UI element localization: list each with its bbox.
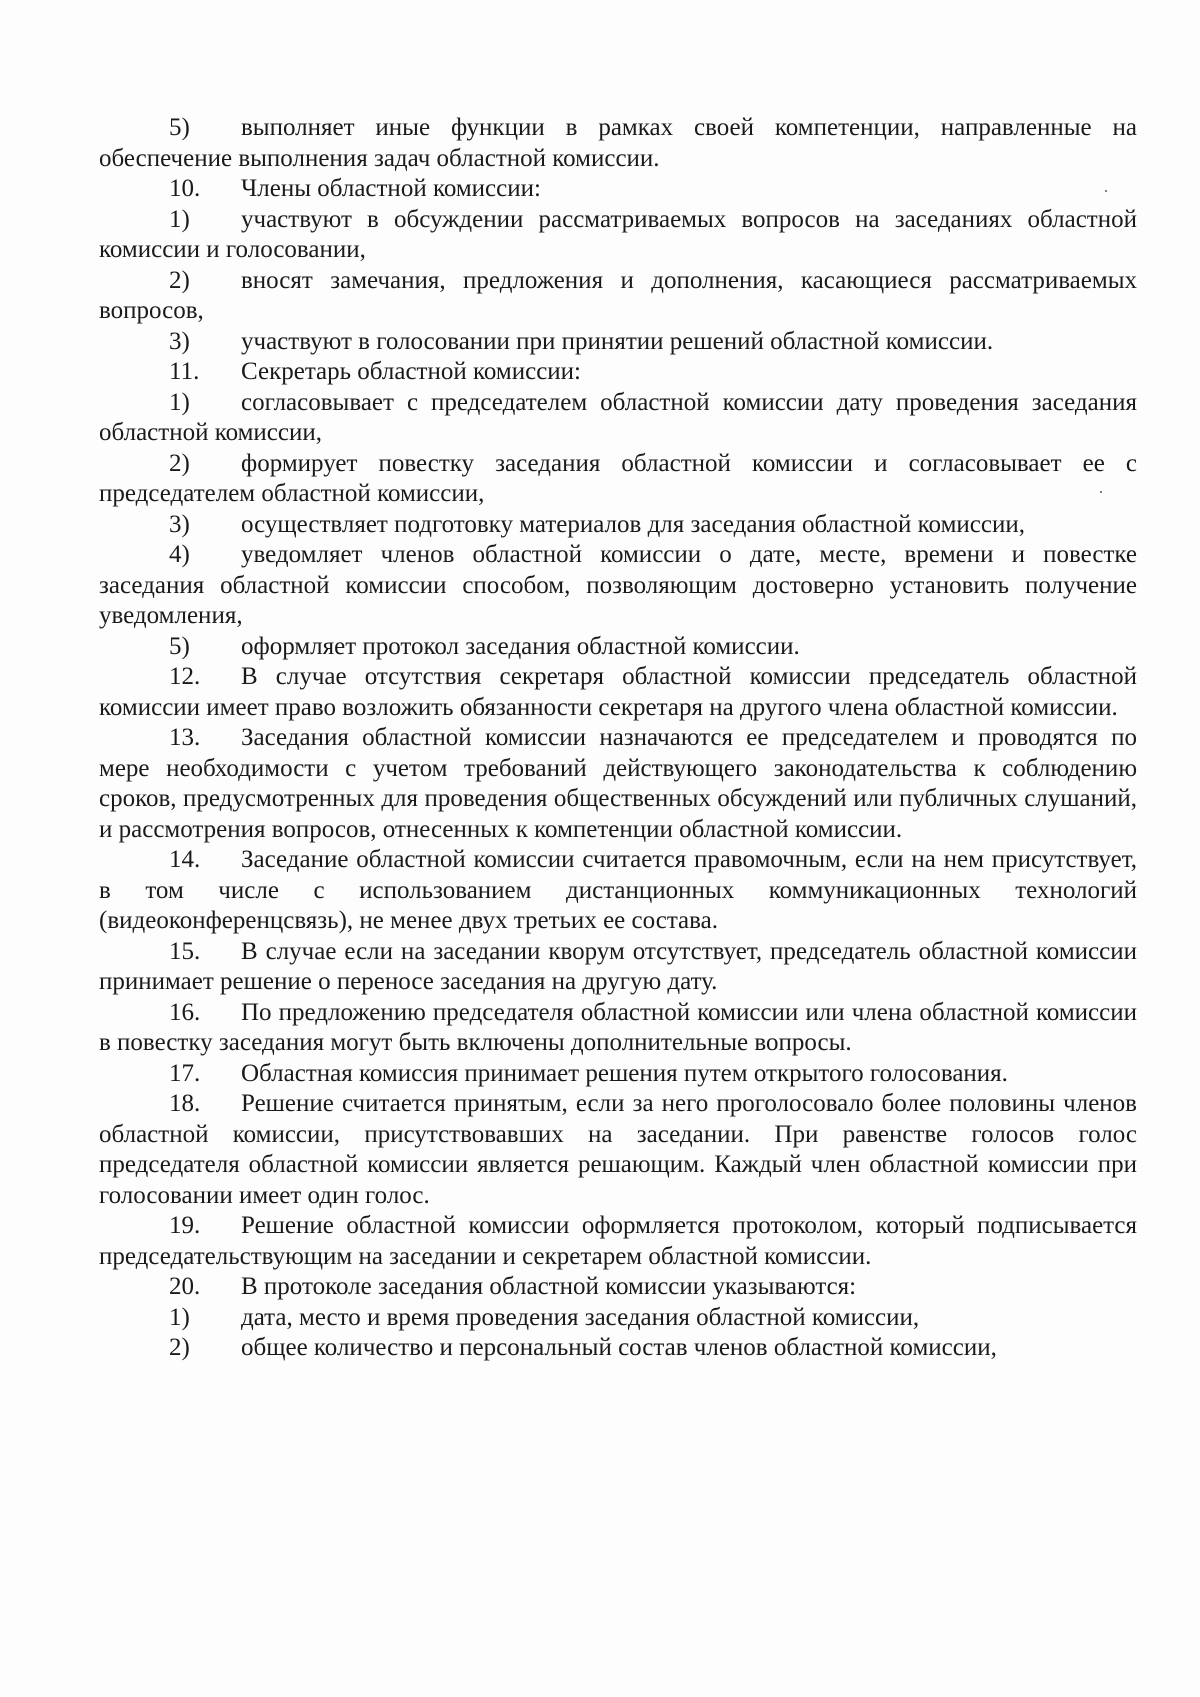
paragraph-text: осуществляет подготовку материалов для заседания областной комиссии,	[241, 510, 1025, 538]
paragraph-number: 17.	[169, 1059, 201, 1087]
paragraph-text: участвуют в голосовании при принятии решений областной комиссии.	[241, 327, 994, 355]
paragraph-item-4	[99, 540, 1137, 632]
paragraph-number: 1)	[169, 1303, 190, 1331]
paragraph-clause-12	[99, 662, 1137, 723]
paragraph-number: 1)	[169, 388, 190, 416]
paragraph-number: 1)	[169, 205, 190, 233]
paragraph-item-1	[99, 1303, 1137, 1334]
paragraph-number: 14.	[169, 846, 201, 873]
paragraph-text: Члены областной комиссии:	[241, 175, 541, 202]
paragraph-item-2	[99, 449, 1137, 510]
paragraph-number: 2)	[169, 266, 190, 294]
paragraph-clause-11	[99, 357, 1137, 388]
paragraph-text: выполняет иные функции в рамках своей компетенции, направленные на обеспечение выполнения задач областной комиссии.	[99, 114, 1137, 172]
paragraph-clause-14	[99, 845, 1137, 937]
paragraph-text: Заседания областной комиссии назначаются ее председателем и проводятся по мере необходимости с учетом требований действующего законодательства к соблюдению сроков, предусмотренных для проведения общественных обсуждений или публичных слушаний, и рассмотрения вопросов, отнесенных к компетенции областной комиссии.	[99, 724, 1137, 843]
paragraph-number: 3)	[169, 327, 190, 355]
paragraph-item-2	[99, 1333, 1137, 1364]
paragraph-text: уведомляет членов областной комиссии о дате, месте, времени и повестке заседания областной комиссии способом, позволяющим достоверно установить получение уведомления,	[99, 541, 1137, 629]
paragraph-number: 15.	[169, 937, 201, 965]
paragraph-text: По предложению председателя областной комиссии или члена областной комиссии в повестку заседания могут быть включены дополнительные вопросы.	[99, 998, 1137, 1056]
paragraph-clause-10	[99, 174, 1137, 205]
paragraph-item-5	[99, 113, 1137, 174]
paragraph-item-5	[99, 632, 1137, 663]
paragraph-text: Заседание областной комиссии считается правомочным, если на нем присутствует, в том числе с использованием дистанционных коммуникационных технологий (видеоконференцсвязь), не менее двух третьих ее состава.	[99, 846, 1137, 934]
paragraph-number: 4)	[169, 541, 190, 568]
paragraph-text: оформляет протокол заседания областной комиссии.	[241, 632, 800, 660]
paragraph-number: 5)	[169, 114, 190, 141]
paragraph-number: 20.	[169, 1273, 201, 1300]
paragraph-number: 11.	[169, 358, 200, 385]
paragraph-number: 3)	[169, 510, 190, 538]
paragraph-text: Решение считается принятым, если за него проголосовало более половины членов областной комиссии, присутствовавших на заседании. При равенстве голосов голос председателя областной комиссии является решающим. Каждый член областной комиссии при голосовании имеет один голос.	[99, 1090, 1137, 1209]
paragraph-clause-17	[99, 1059, 1137, 1090]
paragraph-text: согласовывает с председателем областной комиссии дату проведения заседания областной комиссии,	[99, 388, 1137, 446]
paragraph-item-3	[99, 510, 1137, 541]
paragraph-clause-16	[99, 998, 1137, 1059]
document-body	[99, 113, 1137, 1364]
scan-speck	[1105, 190, 1107, 192]
paragraph-text: общее количество и персональный состав членов областной комиссии,	[241, 1334, 997, 1361]
paragraph-text: В протоколе заседания областной комиссии указываются:	[241, 1273, 857, 1300]
paragraph-number: 19.	[169, 1212, 201, 1239]
paragraph-clause-18	[99, 1089, 1137, 1211]
paragraph-text: участвуют в обсуждении рассматриваемых вопросов на заседаниях областной комиссии и голосовании,	[99, 205, 1137, 263]
paragraph-text: Решение областной комиссии оформляется протоколом, который подписывается председательствующим на заседании и секретарем областной комиссии.	[99, 1212, 1137, 1270]
paragraph-text: формирует повестку заседания областной комиссии и согласовывает ее с председателем областной комиссии,	[99, 449, 1137, 507]
paragraph-number: 10.	[169, 175, 201, 202]
paragraph-number: 18.	[169, 1090, 201, 1117]
paragraph-text: вносят замечания, предложения и дополнения, касающиеся рассматриваемых вопросов,	[99, 266, 1137, 324]
paragraph-item-1	[99, 205, 1137, 266]
scan-speck	[1100, 491, 1102, 493]
paragraph-clause-15	[99, 937, 1137, 998]
paragraph-clause-19	[99, 1211, 1137, 1272]
paragraph-text: В случае отсутствия секретаря областной комиссии председатель областной комиссии имеет право возложить обязанности секретаря на другого члена областной комиссии.	[99, 663, 1137, 721]
paragraph-text: В случае если на заседании кворум отсутствует, председатель областной комиссии принимает решение о переносе заседания на другую дату.	[99, 937, 1137, 995]
paragraph-item-3	[99, 327, 1137, 358]
paragraph-text: Секретарь областной комиссии:	[241, 358, 581, 385]
paragraph-clause-20	[99, 1272, 1137, 1303]
paragraph-number: 13.	[169, 724, 201, 751]
paragraph-number: 2)	[169, 1334, 190, 1361]
paragraph-clause-13	[99, 723, 1137, 845]
paragraph-number: 16.	[169, 998, 201, 1026]
paragraph-number: 5)	[169, 632, 190, 660]
paragraph-text: Областная комиссия принимает решения путем открытого голосования.	[241, 1059, 1008, 1087]
paragraph-item-1	[99, 388, 1137, 449]
paragraph-item-2	[99, 266, 1137, 327]
paragraph-text: дата, место и время проведения заседания областной комиссии,	[241, 1303, 920, 1331]
paragraph-number: 2)	[169, 449, 190, 477]
paragraph-number: 12.	[169, 663, 201, 690]
